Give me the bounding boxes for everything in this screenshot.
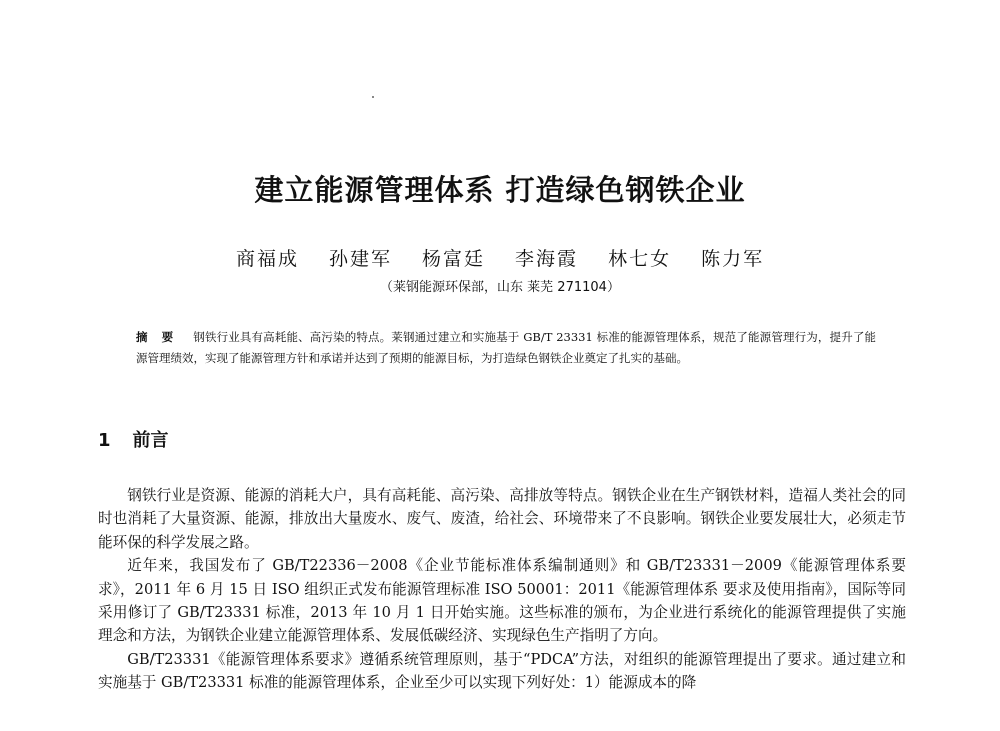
abstract	[136, 327, 876, 369]
affiliation: （莱钢能源环保部，山东 莱芜 271104）	[380, 280, 620, 295]
paper-title: 建立能源管理体系 打造绿色钢铁企业	[254, 173, 746, 207]
author-name: 商福成	[236, 248, 300, 270]
body-text	[98, 484, 906, 695]
author-list	[236, 244, 764, 271]
section-heading	[98, 426, 169, 452]
author-name: 陈力军	[701, 248, 765, 270]
body-paragraph: 近年来，我国发布了 GB/T22336－2008《企业节能标准体系编制通则》和 GB/T23331－2009《能源管理体系要求》，2011 年 6 月 15 日 ISO 组织正式发布能源管理标准 ISO 50001：2011《能源管理体系 要求及使用指南》，国际等同采用修订了 GB/T23331 标准，2013 年 10 月 1 日开始实施。这些标准的颁布，为企业进行系统化的能源管理提供了实施理念和方法，为钢铁企业建立能源管理体系、发展低碳经济、实现绿色生产指明了方向。	[98, 557, 906, 645]
author-name: 杨富廷	[422, 248, 486, 270]
body-paragraph: GB/T23331《能源管理体系要求》遵循系统管理原则，基于“PDCA”方法，对组织的能源管理提出了要求。通过建立和实施基于 GB/T23331 标准的能源管理体系，企业至少可以实现下列好处：1）能源成本的降	[98, 650, 906, 692]
body-paragraph: 钢铁行业是资源、能源的消耗大户，具有高耗能、高污染、高排放等特点。钢铁企业在生产钢铁材料，造福人类社会的同时也消耗了大量资源、能源，排放出大量废水、废气、废渣，给社会、环境带来了不良影响。钢铁企业要发展壮大，必须走节能环保的科学发展之路。	[98, 487, 906, 551]
author-name: 孙建军	[329, 248, 393, 270]
abstract-text: 钢铁行业具有高耗能、高污染的特点。莱钢通过建立和实施基于 GB/T 23331 标准的能源管理体系，规范了能源管理行为，提升了能源管理绩效，实现了能源管理方针和承诺并达到了预期的能源目标，为打造绿色钢铁企业奠定了扎实的基础。	[136, 330, 876, 365]
scan-speck	[372, 96, 374, 98]
author-name: 李海霞	[515, 248, 579, 270]
section-title: 前言	[132, 430, 169, 451]
author-name: 林七女	[608, 248, 672, 270]
abstract-label: 摘要	[136, 330, 188, 344]
section-number: 1	[98, 430, 111, 451]
